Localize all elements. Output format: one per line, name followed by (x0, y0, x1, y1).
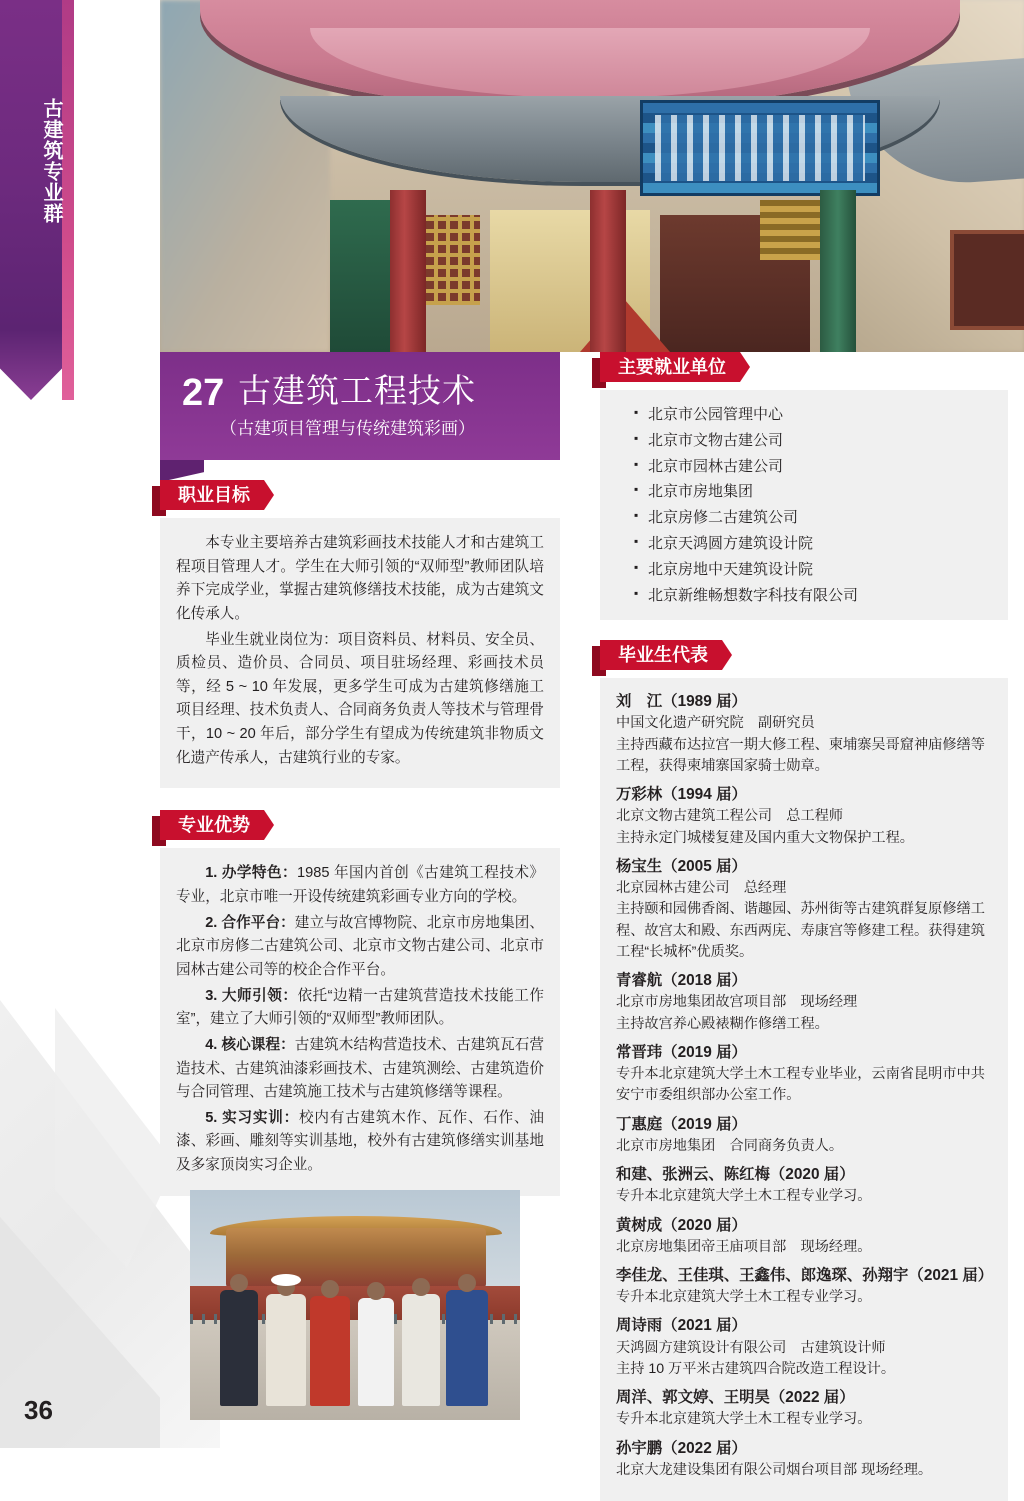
photo-person (358, 1298, 394, 1406)
side-tab-label: 古建筑专业群 (40, 98, 62, 224)
advantage-text: 依托“边精一古建筑营造技术技能工作室”，建立了大师引领的“双师型”教师团队。 (176, 987, 544, 1028)
right-column (600, 352, 1008, 1501)
graduate-detail: 中国文化遗产研究院 副研究员 (616, 715, 815, 732)
graduate-entry (616, 855, 994, 963)
employers-heading-label: 主要就业单位 (600, 352, 740, 382)
advantage-item (176, 912, 544, 983)
advantage-label: 4. 核心课程： (205, 1036, 295, 1053)
graduate-detail: 专升本北京建筑大学土木工程专业学习。 (616, 1411, 872, 1428)
graduate-entry (616, 1314, 994, 1380)
photo-hall (226, 1228, 486, 1288)
advantages-heading (160, 810, 560, 840)
graduate-entry (616, 1163, 994, 1207)
graduate-detail: 专升本北京建筑大学土木工程专业学习。 (616, 1188, 872, 1205)
graduate-entry (616, 783, 994, 849)
advantage-item (176, 1107, 544, 1178)
graduates-heading (600, 640, 1008, 670)
graduates-heading-label: 毕业生代表 (600, 640, 722, 670)
list-item: ▪ 北京新维畅想数字科技有限公司 (634, 583, 996, 609)
graduate-detail: 北京市房地集团故宫项目部 现场经理 (616, 994, 858, 1011)
graduate-detail: 专升本北京建筑大学土木工程专业毕业，云南省昆明市中共安宁市委组织部办公室工作。 (616, 1066, 985, 1104)
graduate-detail: 主持故宫养心殿裱糊作修缮工程。 (616, 1015, 829, 1032)
career-goal-heading-label: 职业目标 (160, 480, 264, 510)
advantages-card (160, 848, 560, 1195)
graduate-detail: 北京文物古建筑工程公司 总工程师 (616, 808, 844, 825)
graduate-entry (616, 1214, 994, 1258)
program-subtitle: （古建项目管理与传统建筑彩画） (220, 419, 475, 438)
graduate-detail: 天鸿圆方建筑设计有限公司 古建筑设计师 (616, 1339, 886, 1356)
graduate-entry (616, 1041, 994, 1107)
advantage-item (176, 985, 544, 1032)
photo-person (220, 1290, 258, 1406)
photo-person (310, 1296, 350, 1406)
graduate-detail: 北京园林古建公司 总经理 (616, 880, 787, 897)
advantage-label: 5. 实习实训： (205, 1109, 299, 1126)
advantage-label: 1. 办学特色： (205, 865, 298, 882)
graduate-detail: 北京房地集团帝王庙项目部 现场经理。 (616, 1238, 872, 1255)
career-goal-card (160, 518, 560, 788)
advantage-label: 3. 大师引领： (205, 987, 298, 1004)
advantage-text: 1985 年国内首创《古建筑工程技术》专业，北京市唯一开设传统建筑彩画专业方向的学校。 (176, 865, 544, 906)
graduate-name: 周洋、郭文婷、王明昊（2022 届） (616, 1389, 855, 1407)
side-tab-tail (0, 330, 62, 400)
graduate-entry (616, 969, 994, 1035)
employers-card (600, 390, 1008, 620)
graduate-entry (616, 1113, 994, 1157)
list-item: ▪ 北京市公园管理中心 (634, 402, 996, 428)
advantage-text: 校内有古建筑木作、瓦作、石作、油漆、彩画、雕刻等实训基地，校外有古建筑修缮实训基地及多家顶岗实习企业。 (176, 1109, 544, 1174)
graduate-name: 周诗雨（2021 届） (616, 1317, 747, 1335)
photo-person (402, 1294, 440, 1406)
graduate-detail: 主持永定门城楼复建及国内重大文物保护工程。 (616, 829, 914, 846)
graduate-detail: 主持 10 万平米古建筑四合院改造工程设计。 (616, 1360, 896, 1377)
career-goal-heading (160, 480, 560, 510)
advantage-text: 古建筑木结构营造技术、古建筑瓦石营造技术、古建筑油漆彩画技术、古建筑测绘、古建筑造价与合同管理、古建筑施工技术与古建筑修缮等课程。 (176, 1036, 544, 1101)
hero-window (950, 230, 1024, 330)
graduate-name: 常晋玮（2019 届） (616, 1044, 747, 1062)
graduate-entry (616, 1386, 994, 1430)
list-item: ▪ 北京房修二古建筑公司 (634, 505, 996, 531)
side-accent-stripe (62, 0, 74, 400)
career-goal-paragraph-2: 毕业生就业岗位为：项目资料员、材料员、安全员、质检员、造价员、合同员、项目驻场经理、彩画技术员等，经 5 ~ 10 年发展，更多学生可成为古建筑修缮施工项目经理、技术负责人、合同商务负责人等技术与管理骨干，10 ~ 20 年后，部分学生有望成为传统建筑非物质文化遗产传承人，古建筑行业的专家。 (176, 631, 544, 766)
photo-person (446, 1290, 488, 1406)
graduates-card (600, 678, 1008, 1501)
graduate-name: 杨宝生（2005 届） (616, 858, 747, 876)
hero-pillar-1 (390, 190, 426, 352)
graduate-name: 刘 江（1989 届） (616, 693, 747, 711)
list-item: ▪ 北京市文物古建公司 (634, 428, 996, 454)
graduate-detail: 专升本北京建筑大学土木工程专业学习。 (616, 1289, 872, 1306)
program-title: 古建筑工程技术 (238, 372, 476, 409)
career-goal-paragraph-1: 本专业主要培养古建筑彩画技术技能人才和古建筑工程项目管理人才。学生在大师引领的“双师型”教师团队培养下完成学业，掌握古建筑修缮技术技能，成为古建筑文化传承人。 (176, 535, 544, 622)
advantage-item (176, 862, 544, 909)
advantage-label: 2. 合作平台： (205, 914, 295, 931)
hero-painted-beam (640, 100, 880, 196)
graduate-name: 黄树成（2020 届） (616, 1216, 747, 1234)
employers-list (618, 402, 996, 608)
list-item: ▪ 北京市房地集团 (634, 479, 996, 505)
program-number: 27 (182, 372, 225, 414)
graduate-detail: 北京大龙建设集团有限公司烟台项目部 现场经理。 (616, 1461, 933, 1478)
advantage-item (176, 1034, 544, 1105)
hero-photo (160, 0, 1024, 352)
hero-pillar-3 (820, 190, 856, 352)
graduate-name: 李佳龙、王佳琪、王鑫伟、郎逸琛、孙翔宇（2021 届） (616, 1267, 994, 1284)
advantage-text: 建立与故宫博物院、北京市房地集团、北京市房修二古建筑公司、北京市文物古建公司、北京市园林古建公司等的校企合作平台。 (176, 914, 544, 978)
list-item: ▪ 北京房地中天建筑设计院 (634, 557, 996, 583)
photo-person (266, 1294, 306, 1406)
graduate-entry (616, 1437, 994, 1481)
hero-pillar-2 (590, 190, 626, 352)
employers-heading (600, 352, 1008, 382)
side-tab (0, 0, 62, 330)
graduate-name: 万彩林（1994 届） (616, 786, 747, 804)
graduate-name: 丁惠庭（2019 届） (616, 1115, 747, 1133)
graduate-name: 青睿航（2018 届） (616, 972, 747, 990)
list-item: ▪ 北京市园林古建公司 (634, 454, 996, 480)
graduate-entry (616, 690, 994, 777)
field-visit-photo (190, 1190, 520, 1420)
graduate-detail: 北京市房地集团 合同商务负责人。 (616, 1137, 844, 1154)
page-number: 36 (24, 1395, 53, 1425)
program-title-block (160, 352, 560, 467)
graduate-name: 和建、张洲云、陈红梅（2020 届） (616, 1166, 855, 1184)
advantages-heading-label: 专业优势 (160, 810, 264, 840)
graduate-detail: 主持西藏布达拉宫一期大修工程、柬埔寨吴哥窟神庙修缮等工程，获得柬埔寨国家骑士勋章。 (616, 736, 985, 775)
graduate-entry (616, 1264, 994, 1308)
list-item: ▪ 北京天鸿圆方建筑设计院 (634, 531, 996, 557)
graduate-detail: 主持颐和园佛香阁、谐趣园、苏州街等古建筑群复原修缮工程、故宫太和殿、东西两庑、寿康宫等修建工程。获得建筑工程“长城杯”优质奖。 (616, 901, 985, 961)
program-title-notch (160, 460, 204, 482)
left-column (160, 480, 560, 1196)
graduate-name: 孙宇鹏（2022 届） (616, 1439, 747, 1457)
